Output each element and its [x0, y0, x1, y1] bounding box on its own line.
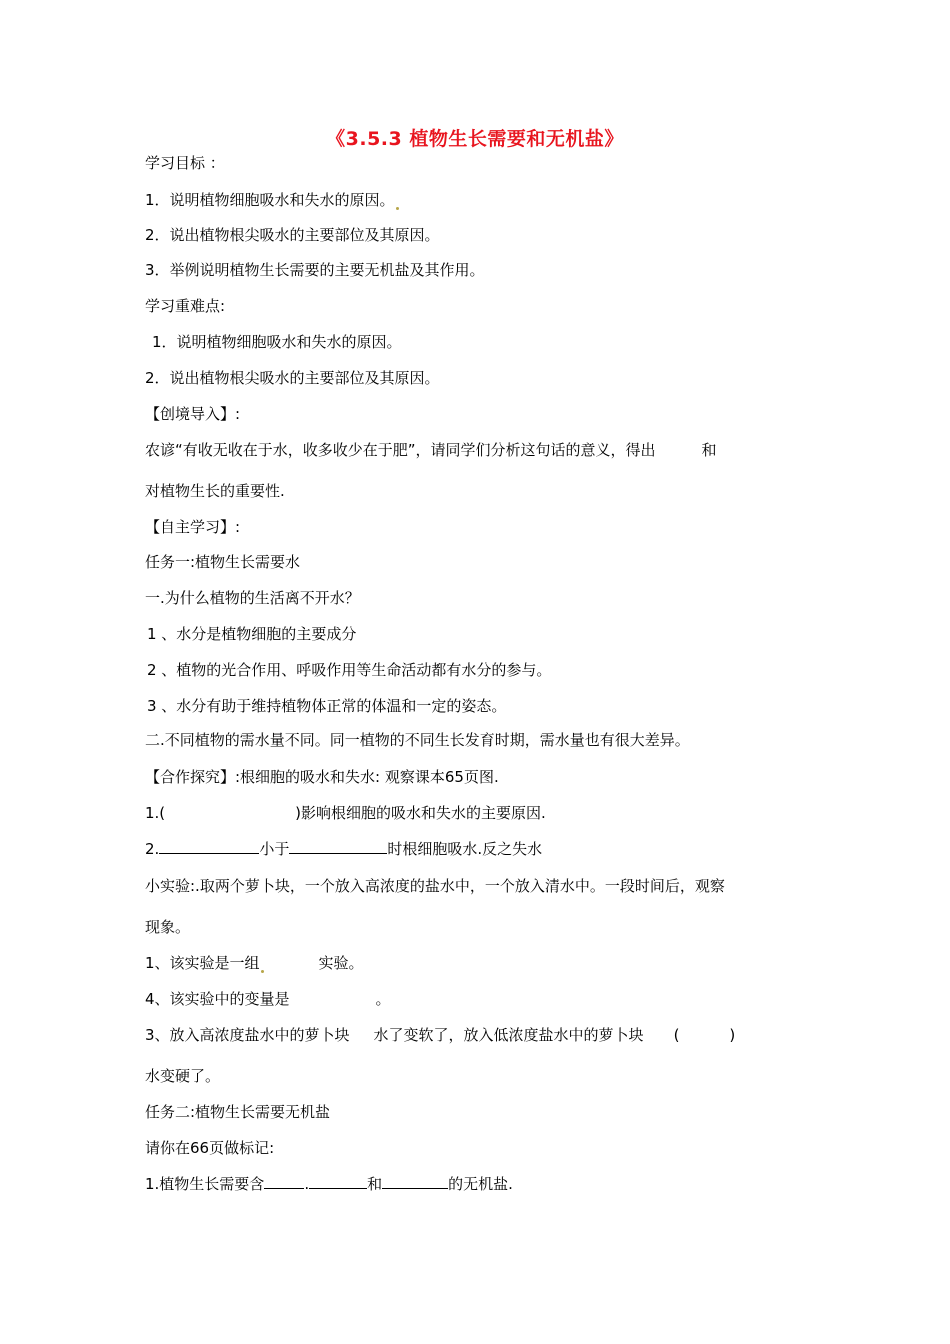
experiment-text: 小实验:.取两个萝卜块，一个放入高浓度的盐水中，一个放入清水中。一段时间后，观察	[145, 877, 725, 895]
task1-heading: 任务一:植物生长需要水	[145, 553, 301, 571]
intro-heading: 【创境导入】:	[145, 405, 241, 423]
mark-dot	[396, 207, 399, 210]
task2-item-1: 1.植物生长需要含 . 和 的无机盐.	[145, 1175, 513, 1193]
coop-heading: 【合作探究】:根细胞的吸水和失水: 观察课本65页图.	[145, 768, 499, 786]
question-1: 一.为什么植物的生活离不开水？	[145, 589, 360, 607]
question-1-item: 2 、植物的光合作用、呼吸作用等生命活动都有水分的参与。	[147, 661, 552, 679]
key-points-heading: 学习重难点:	[145, 297, 226, 315]
task2-heading: 任务二:植物生长需要无机盐	[145, 1103, 331, 1121]
task2-mark: 请你在66页做标记:	[145, 1139, 275, 1157]
fill-blank[interactable]	[289, 839, 387, 854]
objective-item: 1．说明植物细胞吸水和失水的原因。	[145, 190, 400, 210]
question-1-item: 1 、水分是植物细胞的主要成分	[147, 625, 357, 643]
fill-blank[interactable]	[159, 839, 259, 854]
fill-blank[interactable]	[309, 1174, 367, 1189]
key-point-item: 2．说出植物根尖吸水的主要部位及其原因。	[145, 369, 440, 387]
coop-item-2: 2. 小于 时根细胞吸水.反之失水	[145, 840, 543, 858]
fill-blank[interactable]	[264, 1174, 304, 1189]
intro-text-cont: 对植物生长的重要性.	[145, 482, 285, 500]
experiment-item-3: 3、放入高浓度盐水中的萝卜块 水了变软了，放入低浓度盐水中的萝卜块 ( )	[145, 1026, 736, 1044]
question-1-item: 3 、水分有助于维持植物体正常的体温和一定的姿态。	[147, 697, 507, 715]
fill-blank[interactable]	[382, 1174, 448, 1189]
self-study-heading: 【自主学习】:	[145, 518, 241, 536]
intro-text: 农谚“有收无收在于水，收多收少在于肥”，请同学们分析这句话的意义，得出 和	[145, 441, 717, 459]
document-title: 《3.5.3 植物生长需要和无机盐》	[326, 128, 624, 150]
coop-item-1: 1.( )影响根细胞的吸水和失水的主要原因.	[145, 804, 546, 822]
mark-dot	[261, 970, 264, 973]
objectives-heading: 学习目标 ：	[145, 154, 225, 172]
objective-item: 2．说出植物根尖吸水的主要部位及其原因。	[145, 226, 440, 244]
question-2: 二.不同植物的需水量不同。同一植物的不同生长发育时期，需水量也有很大差异。	[145, 731, 690, 749]
experiment-text-cont: 现象。	[145, 918, 191, 936]
experiment-item-2: 4、该实验中的变量是 。	[145, 990, 391, 1008]
experiment-item-3-cont: 水变硬了。	[145, 1067, 221, 1085]
experiment-item-1: 1、该实验是一组 实验。	[145, 954, 364, 972]
key-point-item: 1．说明植物细胞吸水和失水的原因。	[152, 333, 402, 351]
objective-item: 3．举例说明植物生长需要的主要无机盐及其作用。	[145, 261, 485, 279]
